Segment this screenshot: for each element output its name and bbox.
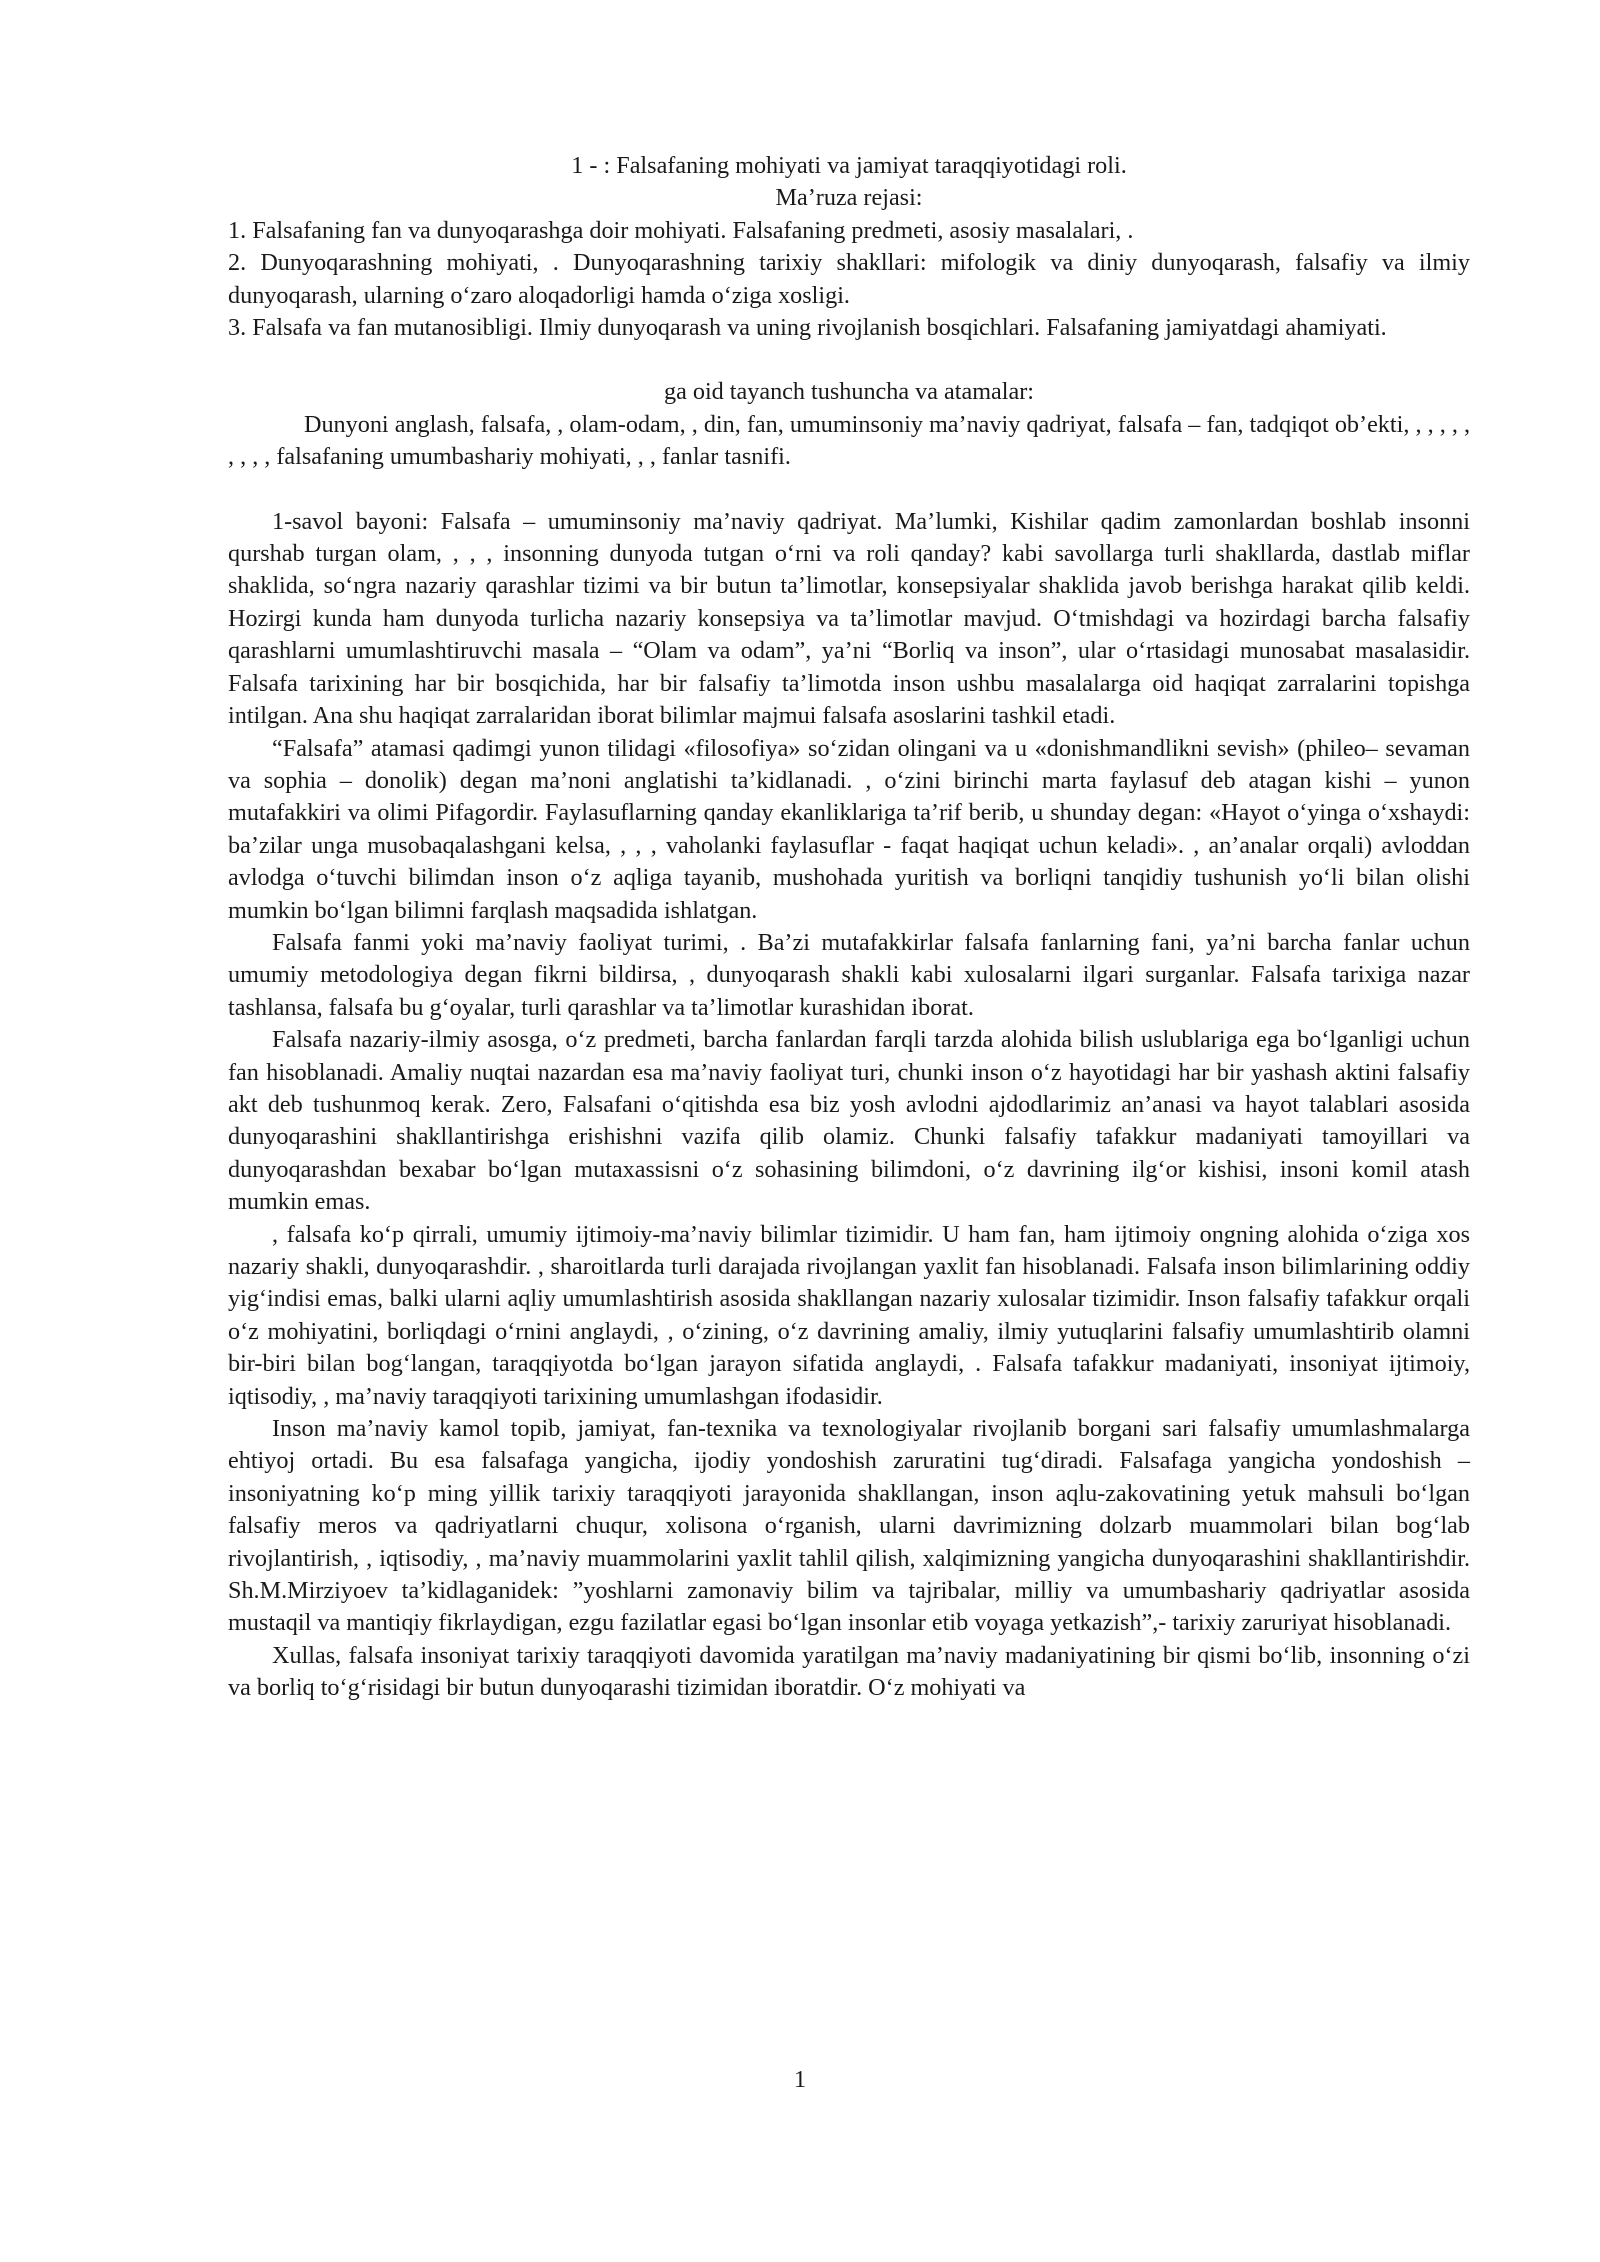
body-paragraph: “Falsafa” atamasi qadimgi yunon tilidagi «filosofiya» so‘zidan olingani va u «donishmandlikni sevish» (phileo– sevaman va sophia – donolik) degan ma’noni anglatishi ta’kidlanadi. , o‘zini birinchi marta faylasuf deb atagan kishi – yunon mutafakkiri va olimi Pifagordir. Faylasuflarning qanday ekanliklariga ta’rif berib, u shunday degan: «Hayot o‘yinga o‘xshaydi: ba’zilar unga musobaqalashgani kelsa, , , , vaholanki faylasuflar - faqat haqiqat uchun keladi». , an’analar orqali) avloddan avlodga o‘tuvchi bilimdan inson o‘z aqliga tayanib, mushohada yuritish va borliqni tanqidiy tushunish yo‘li bilan olishi mumkin bo‘lgan bilimni farqlash maqsadida ishlatgan. — [228, 734, 1470, 924]
document-page — [228, 150, 1470, 1705]
body-paragraph: Falsafa fanmi yoki ma’naviy faoliyat turimi, . Ba’zi mutafakkirlar falsafa fanlarning fani, ya’ni barcha fanlar uchun umumiy metodologiya degan fikrni bildirsa, , dunyoqarash shakli kabi xulosalarni ilgari surganlar. Falsafa tarixiga nazar tashlansa, falsafa bu g‘oyalar, turli qarashlar va ta’limotlar kurashidan iborat. — [228, 928, 1470, 1021]
plan-item: 2. Dunyoqarashning mohiyati, . Dunyoqarashning tarixiy shakllari: mifologik va diniy dunyoqarash, falsafiy va ilmiy dunyoqarash, ularning o‘zaro aloqadorligi hamda o‘ziga xosligi. — [228, 249, 1470, 309]
terms-text: Dunyoni anglash, falsafa, , olam-odam, , din, fan, umuminsoniy ma’naviy qadriyat, falsafa – fan, tadqiqot ob’ekti, , , , , , , , , , falsafaning umumbashariy mohiyati, , , fanlar tasnifi. — [228, 410, 1470, 471]
body-paragraph: 1-savol bayoni: Falsafa – umuminsoniy ma’naviy qadriyat. Ma’lumki, Kishilar qadim zamonlardan boshlab insonni qurshab turgan olam, , , , insonning dunyoda tutgan o‘rni va roli qanday? kabi savollarga turli shakllarda, dastlab miflar shaklida, so‘ngra nazariy qarashlar tizimi va bir butun ta’limotlar, konsepsiyalar shaklida javob berishga harakat qilib keldi. Hozirgi kunda ham dunyoda turlicha nazariy konsepsiya va ta’limotlar mavjud. O‘tmishdagi va hozirdagi barcha falsafiy qarashlarni umumlashtiruvchi masala – “Olam va odam”, ya’ni “Borliq va inson”, ular o‘rtasidagi munosabat masalasidir. Falsafa tarixining har bir bosqichida, har bir falsafiy ta’limotda inson ushbu masalalarga oid haqiqat zarralarini topishga intilgan. Ana shu haqiqat zarralaridan iborat bilimlar majmui falsafa asoslarini tashkil etadi. — [228, 507, 1470, 730]
body-paragraph: Xullas, falsafa insoniyat tarixiy taraqqiyoti davomida yaratilgan ma’naviy madaniyatining bir qismi bo‘lib, insonning o‘zi va borliq to‘g‘risidagi bir butun dunyoqarashi tizimidan iboratdir. O‘z mohiyati va — [228, 1641, 1470, 1702]
plan-item: 1. Falsafaning fan va dunyoqarashga doir mohiyati. Falsafaning predmeti, asosiy masalalari, . — [228, 216, 1134, 244]
plan-item: 3. Falsafa va fan mutanosibligi. Ilmiy dunyoqarash va uning rivojlanish bosqichlari. Falsafaning jamiyatdagi ahamiyati. — [228, 314, 1387, 342]
spacer — [228, 344, 1470, 376]
body-paragraph: Inson ma’naviy kamol topib, jamiyat, fan-texnika va texnologiyalar rivojlanib borgani sari falsafiy umumlashmalarga ehtiyoj ortadi. Bu esa falsafaga yangicha, ijodiy yondoshish zaruratini tug‘diradi. Falsafaga yangicha yondoshish – insoniyatning ko‘p ming yillik tarixiy taraqqiyoti jarayonida shakllangan, inson aqlu-zakovatining yetuk mahsuli bo‘lgan falsafiy meros va qadriyatlarni chuqur, xolisona o‘rganish, ularni davrimizning dolzarb muammolari bilan bog‘lab rivojlantirish, , iqtisodiy, , ma’naviy muammolarini yaxlit tahlil qilish, xalqimizning yangicha dunyoqarashini shakllantirishdir. Sh.M.Mirziyoev ta’kidlaganidek: ”yoshlarni zamonaviy bilim va tajribalar, milliy va umumbashariy qadriyatlar asosida mustaqil va mantiqiy fikrlaydigan, ezgu fazilatlar egasi bo‘lgan insonlar etib voyaga yetkazish”,- tarixiy zaruriyat hisoblanadi. — [228, 1415, 1470, 1637]
plan-heading: Ma’ruza rejasi: — [775, 184, 923, 212]
body-paragraph: Falsafa nazariy-ilmiy asosga, o‘z predmeti, barcha fanlardan farqli tarzda alohida bilish uslublariga ega bo‘lganligi uchun fan hisoblanadi. Amaliy nuqtai nazardan esa ma’naviy faoliyat turi, chunki inson o‘z hayotidagi har bir yashash aktini falsafiy akt deb tushunmoq kerak. Zero, Falsafani o‘qitishda esa biz yosh avlodni ajdodlarimiz an’anasi va hayot talablari asosida dunyoqarashini shakllantirishga erishishni vazifa qilib olamiz. Chunki falsafiy tafakkur madaniyati tamoyillari va dunyoqarashdan bexabar bo‘lgan mutaxassisni o‘z sohasining bilimdoni, o‘z davrining ilg‘or kishisi, insoni komil atash mumkin emas. — [228, 1026, 1470, 1216]
spacer — [228, 474, 1470, 506]
lecture-title: 1 - : Falsafaning mohiyati va jamiyat taraqqiyotidagi roli. — [571, 152, 1127, 179]
terms-heading: ga oid tayanch tushuncha va atamalar: — [663, 378, 1035, 406]
page-number: 1 — [793, 2066, 807, 2093]
body-paragraph: , falsafa ko‘p qirrali, umumiy ijtimoiy-ma’naviy bilimlar tizimidir. U ham fan, ham ijtimoiy ongning alohida o‘ziga xos nazariy shakli, dunyoqarashdir. , sharoitlarda turli darajada rivojlangan yaxlit fan hisoblanadi. Falsafa inson bilimlarining oddiy yig‘indisi emas, balki ularni aqliy umumlashtirish asosida shakllangan nazariy xulosalar tizimidir. Inson falsafiy tafakkur orqali o‘z mohiyatini, borliqdagi o‘rnini anglaydi, , o‘zining, o‘z davrining amaliy, ilmiy yutuqlarini falsafiy umumlashtirib olamni bir-biri bilan bog‘langan, taraqqiyotda bo‘lgan jarayon sifatida anglaydi, . Falsafa tafakkur madaniyati, insoniyat ijtimoiy, iqtisodiy, , ma’naviy taraqqiyoti tarixining umumlashgan ifodasidir. — [228, 1220, 1470, 1410]
